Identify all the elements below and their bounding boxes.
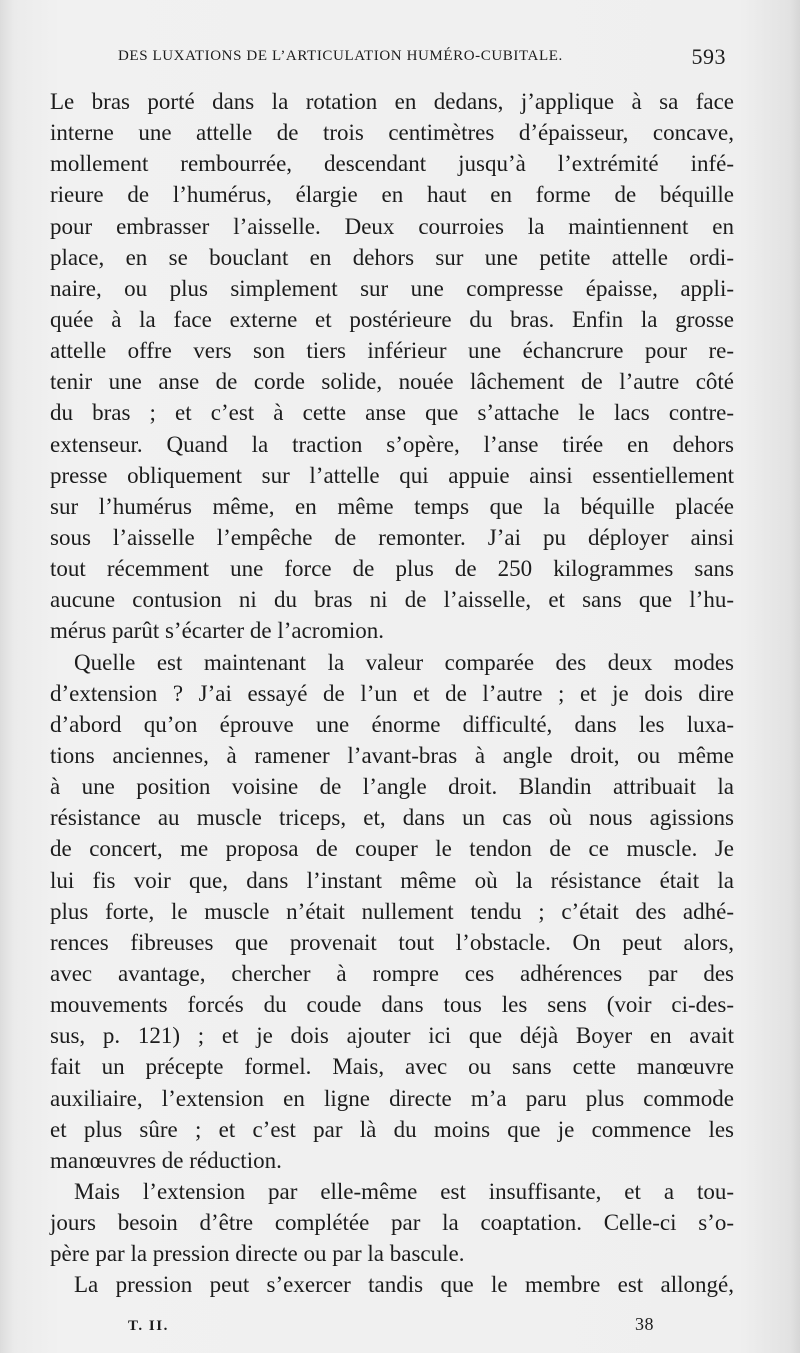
text-line: avec avantage, chercher à rompre ces adhérences par des <box>50 960 734 986</box>
text-line: sus, p. 121) ; et je dois ajouter ici que déjà Boyer en avait <box>50 1023 734 1049</box>
text-line: place, en se bouclant en dehors sur une petite attelle ordi- <box>50 244 734 270</box>
text-line: interne une attelle de trois centimètres d’épaisseur, concave, <box>50 120 734 146</box>
text-line: Mais l’extension par elle-même est insuffisante, et a tou- <box>74 1178 734 1204</box>
text-line: tout récemment une force de plus de 250 kilogrammes sans <box>50 556 734 582</box>
page-footer <box>128 1314 654 1342</box>
text-line: presse obliquement sur l’attelle qui appuie ainsi essentiellement <box>50 462 734 488</box>
text-line: pour embrasser l’aisselle. Deux courroies la maintiennent en <box>50 213 734 239</box>
text-line: lui fis voir que, dans l’instant même où la résistance était la <box>50 867 734 893</box>
text-line: naire, ou plus simplement sur une compresse épaisse, appli- <box>50 275 734 301</box>
text-line: mouvements forcés du coude dans tous les sens (voir ci-des- <box>50 992 734 1018</box>
text-line: plus forte, le muscle n’était nullement tendu ; c’était des adhé- <box>50 898 734 924</box>
text-line: aucune contusion ni du bras ni de l’aisselle, et sans que l’hu- <box>50 587 734 613</box>
running-head: DES LUXATIONS DE L’ARTICULATION HUMÉRO-CUBITALE. <box>118 48 563 64</box>
text-line: auxiliaire, l’extension en ligne directe m’a paru plus commode <box>50 1085 734 1111</box>
text-line: de concert, me proposa de couper le tendon de ce muscle. Je <box>50 836 734 862</box>
text-line: jours besoin d’être complétée par la coaptation. Celle-ci s’o- <box>50 1210 734 1236</box>
text-line: fait un précepte formel. Mais, avec ou sans cette manœuvre <box>50 1054 734 1080</box>
text-line: et plus sûre ; et c’est par là du moins que je commence les <box>50 1116 734 1142</box>
text-line: d’abord qu’on éprouve une énorme difficulté, dans les luxa- <box>50 711 734 737</box>
volume-mark: T. II. <box>128 1318 169 1334</box>
text-line: Le bras porté dans la rotation en dedans, j’applique à sa face <box>50 89 734 114</box>
text-line: quée à la face externe et postérieure du bras. Enfin la grosse <box>50 306 734 332</box>
text-line: tions anciennes, à ramener l’avant-bras à angle droit, ou même <box>50 742 734 768</box>
text-line: père par la pression directe ou par la bascule. <box>50 1241 465 1267</box>
text-line: à une position voisine de l’angle droit. Blandin attribuait la <box>50 774 734 800</box>
page-number: 593 <box>691 44 726 69</box>
text-line: mollement rembourrée, descendant jusqu’à l’extrémité infé- <box>50 151 734 177</box>
text-line: manœuvres de réduction. <box>50 1147 282 1173</box>
text-line: Quelle est maintenant la valeur comparée des deux modes <box>74 649 734 675</box>
text-line: extenseur. Quand la traction s’opère, l’anse tirée en dehors <box>50 431 734 457</box>
text-line: d’extension ? J’ai essayé de l’un et de l’autre ; et je dois dire <box>50 680 734 706</box>
text-line: du bras ; et c’est à cette anse que s’attache le lacs contre- <box>50 400 734 426</box>
body-text <box>50 86 734 1300</box>
text-line: rences fibreuses que provenait tout l’obstacle. On peut alors, <box>50 929 734 955</box>
page-header <box>118 44 726 74</box>
text-line: rieure de l’humérus, élargie en haut en forme de béquille <box>50 182 734 208</box>
text-line: La pression peut s’exercer tandis que le membre est allongé, <box>74 1272 734 1298</box>
text-line: tenir une anse de corde solide, nouée lâchement de l’autre côté <box>50 369 734 395</box>
text-line: sous l’aisselle l’empêche de remonter. J’ai pu déployer ainsi <box>50 524 734 550</box>
text-line: sur l’humérus même, en même temps que la béquille placée <box>50 493 734 519</box>
text-line: mérus parût s’écarter de l’acromion. <box>50 618 384 644</box>
signature-mark: 38 <box>635 1314 654 1334</box>
text-line: résistance au muscle triceps, et, dans un cas où nous agissions <box>50 805 734 831</box>
text-line: attelle offre vers son tiers inférieur une échancrure pour re- <box>50 338 734 364</box>
